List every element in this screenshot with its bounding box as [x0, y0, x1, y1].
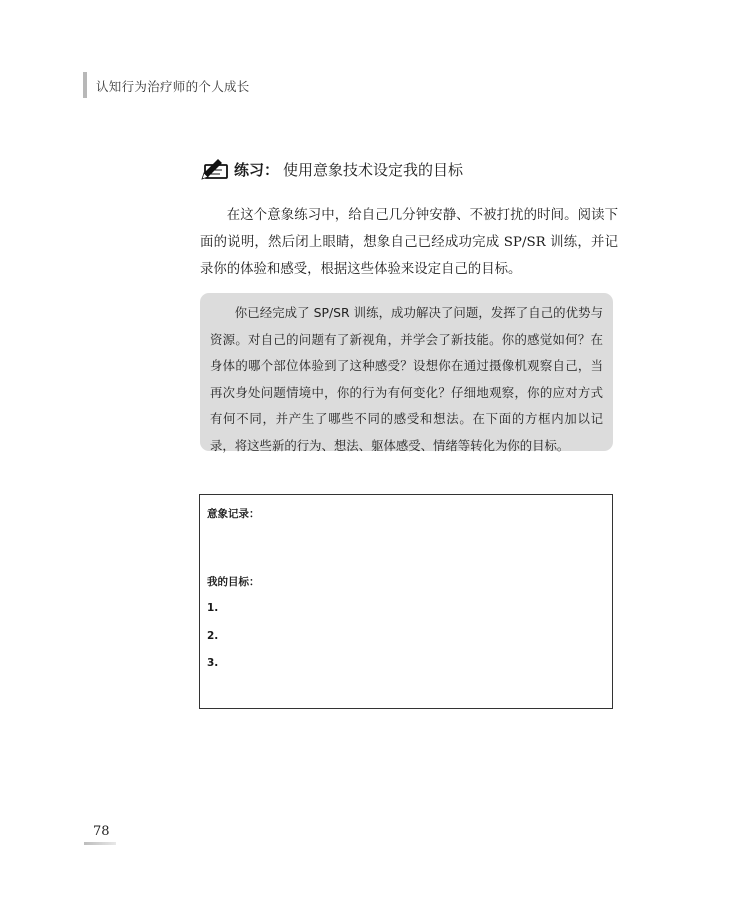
exercise-label: 练习 — [234, 160, 265, 179]
record-box — [199, 494, 613, 709]
page-number: 78 — [93, 824, 110, 839]
exercise-colon: ： — [264, 160, 280, 179]
goal-item: 1. — [207, 602, 219, 614]
goal-item: 3. — [207, 657, 219, 669]
header-accent-bar — [83, 72, 87, 98]
instruction-text: 你已经完成了 SP/SR 训练，成功解决了问题，发挥了自己的优势与资源。对自己的问题有了新视角，并学会了新技能。你的感觉如何？在身体的哪个部位体验到了这种感受？设想你在通过摄像机观察自己，当再次身处问题情境中，你的行为有何变化？仔细地观察，你的应对方式有何不同，并产生了哪些不同的感受和想法。在下面的方框内加以记录，将这些新的行为、想法、躯体感受、情绪等转化为你的目标。 — [210, 305, 603, 453]
running-head-title: 认知行为治疗师的个人成长 — [96, 79, 250, 94]
instruction-box — [200, 293, 613, 451]
intro-paragraph: 在这个意象练习中，给自己几分钟安静、不被打扰的时间。阅读下面的说明，然后闭上眼睛，想象自己已经成功完成 SP/SR 训练，并记录你的体验和感受，根据这些体验来设定自己的目标。 — [200, 208, 618, 277]
goals-label: 我的目标： — [207, 576, 260, 588]
exercise-title: 使用意象技术设定我的目标 — [283, 160, 464, 179]
pen-writing-icon — [200, 158, 230, 180]
exercise-heading — [200, 158, 463, 180]
goal-item: 2. — [207, 630, 219, 642]
footer-rule — [84, 842, 116, 845]
imagery-record-label: 意象记录： — [207, 508, 260, 520]
